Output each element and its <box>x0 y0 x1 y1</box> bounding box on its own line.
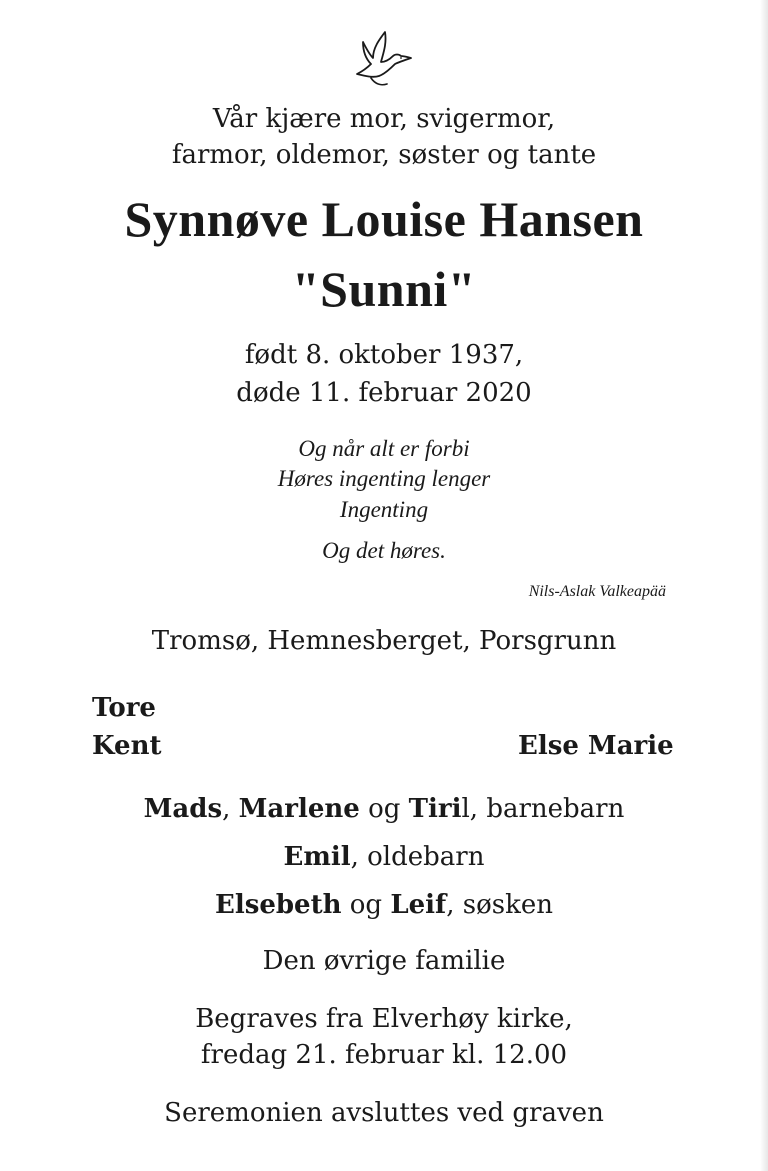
grandchild-marlene: Marlene <box>238 794 360 824</box>
grandchild-mads: Mads <box>143 794 223 824</box>
grandchild-tiril: Tiri <box>408 794 462 824</box>
poem-line-2: Høres ingenting lenger <box>277 466 491 491</box>
grandchildren-line: Mads, Marlene og Tiril, barnebarn <box>143 794 625 824</box>
poem-line-1: Og når alt er forbi <box>298 436 470 461</box>
poem-line-4: Og det høres. <box>322 538 446 563</box>
deceased-name: Synnøve Louise Hansen <box>124 191 644 247</box>
great-grandchild-emil: Emil <box>283 842 351 872</box>
birth-date: født 8. oktober 1937, <box>244 340 524 370</box>
sibling-leif: Leif <box>390 890 447 920</box>
places-line: Tromsø, Hemnesberget, Porsgrunn <box>151 626 617 656</box>
intro-line-2: farmor, oldemor, søster og tante <box>171 140 597 170</box>
other-family-line: Den øvrige familie <box>262 946 506 976</box>
sibling-elsebeth: Elsebeth <box>215 890 342 920</box>
poem-line-3: Ingenting <box>339 497 429 522</box>
great-grandchildren-line: Emil, oldebarn <box>283 842 485 872</box>
siblings-line: Elsebeth og Leif, søsken <box>215 890 553 920</box>
funeral-line-1: Begraves fra Elverhøy kirke, <box>195 1004 573 1034</box>
page-edge-shadow <box>760 0 768 1171</box>
child-else-marie: Else Marie <box>518 731 674 761</box>
funeral-line-2: fredag 21. februar kl. 12.00 <box>200 1040 568 1070</box>
deceased-nickname: "Sunni" <box>291 261 477 317</box>
dove-icon <box>351 28 415 92</box>
poem-author: Nils-Aslak Valkeapää <box>528 583 666 600</box>
child-tore: Tore <box>92 693 156 723</box>
ceremony-line: Seremonien avsluttes ved graven <box>164 1098 604 1128</box>
child-kent: Kent <box>92 731 162 761</box>
death-date: døde 11. februar 2020 <box>236 378 532 408</box>
intro-line-1: Vår kjære mor, svigermor, <box>212 104 556 134</box>
